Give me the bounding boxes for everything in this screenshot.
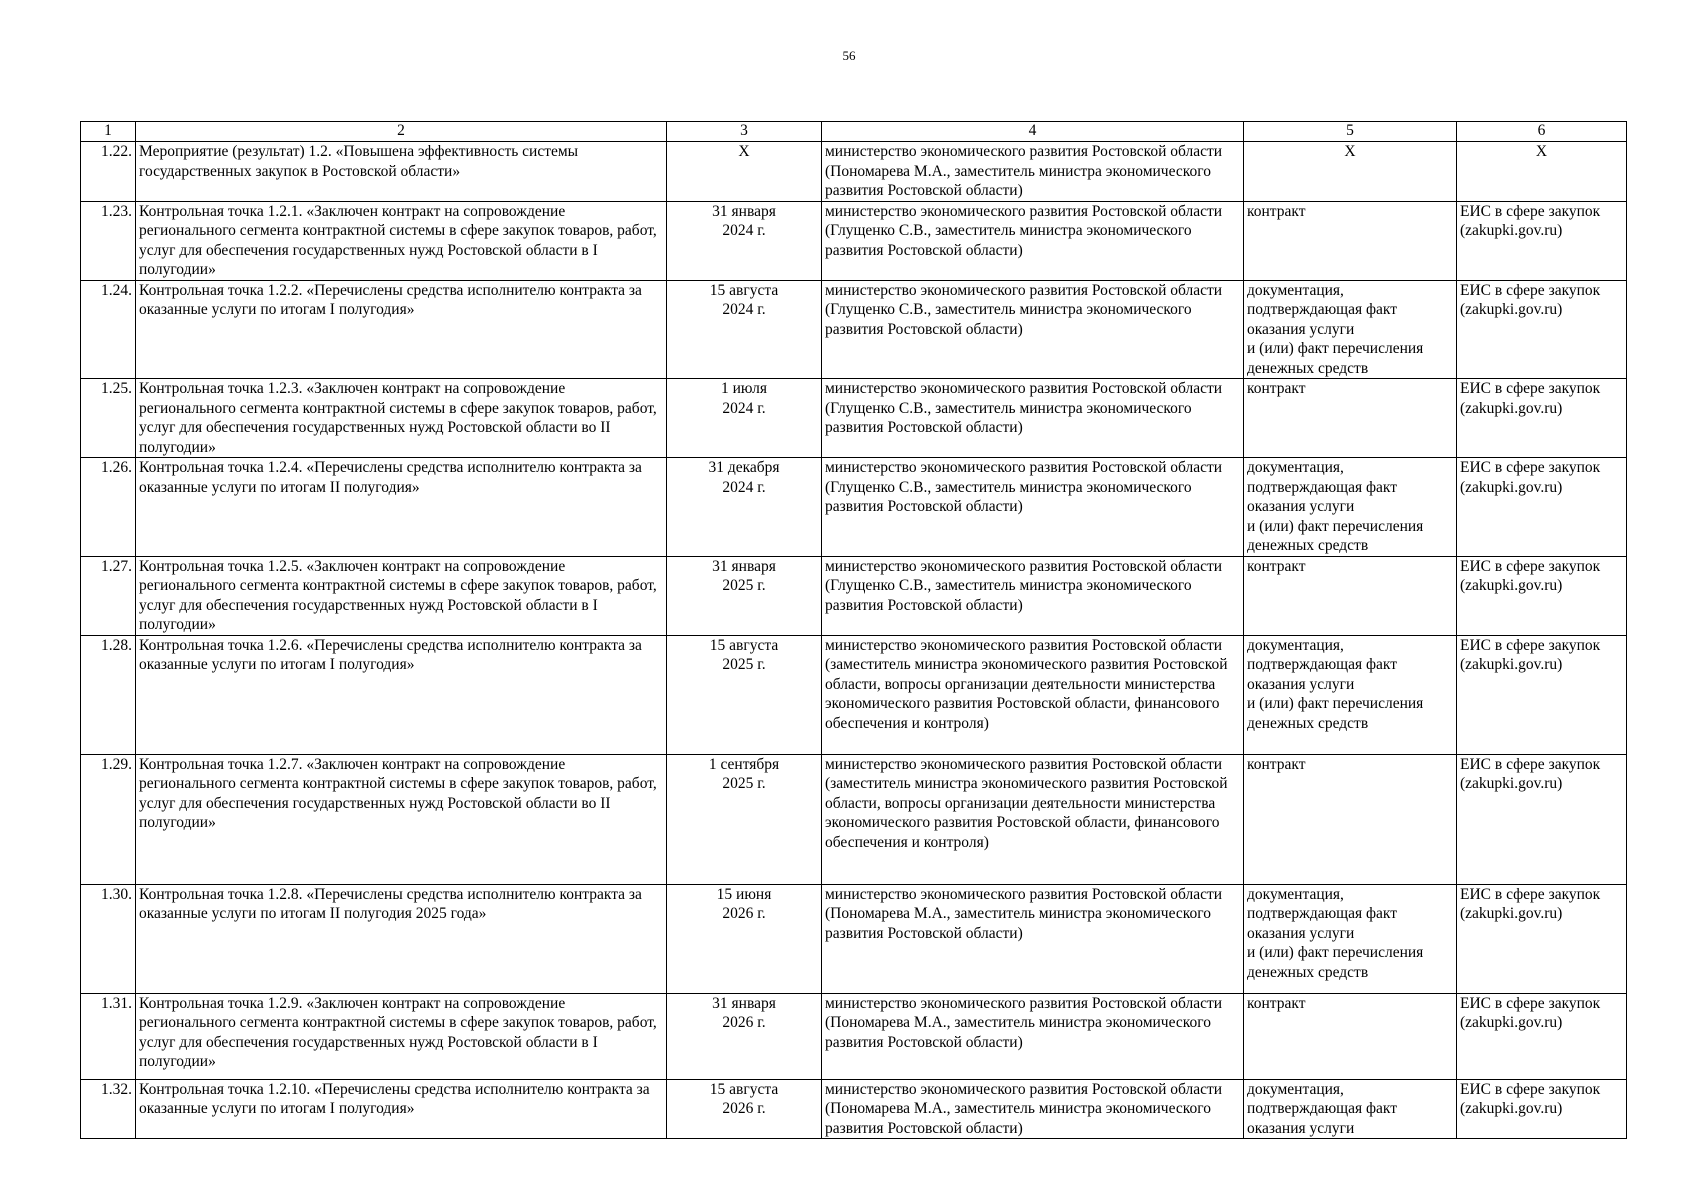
document-type: документация, подтверждающая факт оказания услуги: [1244, 1079, 1457, 1139]
event-name: Контрольная точка 1.2.2. «Перечислены средства исполнителю контракта за оказанные услуги по итогам I полугодия»: [136, 280, 667, 379]
event-name: Контрольная точка 1.2.1. «Заключен контракт на сопровождение регионального сегмента контрактной системы в сфере закупок товаров, работ, услуг для обеспечения государственных нужд Ростовской области в I полугодии»: [136, 201, 667, 280]
table-row: [81, 635, 1627, 754]
table-row: [81, 556, 1627, 635]
deadline-date: 31 января 2025 г.: [667, 556, 822, 635]
table-row: [81, 754, 1627, 884]
column-header: 6: [1457, 122, 1627, 142]
info-system: ЕИС в сфере закупок (zakupki.gov.ru): [1457, 280, 1627, 379]
info-system: ЕИС в сфере закупок (zakupki.gov.ru): [1457, 458, 1627, 557]
document-type: контракт: [1244, 379, 1457, 458]
responsible-executor: министерство экономического развития Ростовской области (Глущенко С.В., заместитель министра экономического развития Ростовской области): [822, 280, 1244, 379]
deadline-date: 15 июня 2026 г.: [667, 884, 822, 993]
responsible-executor: министерство экономического развития Ростовской области (заместитель министра экономического развития Ростовской области, вопросы организации деятельности министерства экономического развития Ростовской области, финансового обеспечения и контроля): [822, 754, 1244, 884]
info-system: ЕИС в сфере закупок (zakupki.gov.ru): [1457, 635, 1627, 754]
row-number: 1.30.: [81, 884, 136, 993]
row-number: 1.24.: [81, 280, 136, 379]
deadline-date: Х: [667, 142, 822, 202]
column-header: 5: [1244, 122, 1457, 142]
responsible-executor: министерство экономического развития Ростовской области (Пономарева М.А., заместитель министра экономического развития Ростовской области): [822, 993, 1244, 1079]
column-header: 3: [667, 122, 822, 142]
responsible-executor: министерство экономического развития Ростовской области (Пономарева М.А., заместитель министра экономического развития Ростовской области): [822, 1079, 1244, 1139]
document-type: Х: [1244, 142, 1457, 202]
info-system: ЕИС в сфере закупок (zakupki.gov.ru): [1457, 993, 1627, 1079]
row-number: 1.26.: [81, 458, 136, 557]
page-number: 56: [842, 48, 856, 63]
info-system: ЕИС в сфере закупок (zakupki.gov.ru): [1457, 754, 1627, 884]
table-header-row: [81, 122, 1627, 142]
responsible-executor: министерство экономического развития Ростовской области (Пономарева М.А., заместитель министра экономического развития Ростовской области): [822, 142, 1244, 202]
table-row: [81, 201, 1627, 280]
responsible-executor: министерство экономического развития Ростовской области (Глущенко С.В., заместитель министра экономического развития Ростовской области): [822, 458, 1244, 557]
event-name: Контрольная точка 1.2.6. «Перечислены средства исполнителю контракта за оказанные услуги по итогам I полугодия»: [136, 635, 667, 754]
row-number: 1.31.: [81, 993, 136, 1079]
document-type: документация, подтверждающая факт оказания услуги и (или) факт перечисления денежных средств: [1244, 458, 1457, 557]
table-row: [81, 142, 1627, 202]
document-type: документация, подтверждающая факт оказания услуги и (или) факт перечисления денежных средств: [1244, 635, 1457, 754]
info-system: ЕИС в сфере закупок (zakupki.gov.ru): [1457, 201, 1627, 280]
event-name: Контрольная точка 1.2.8. «Перечислены средства исполнителю контракта за оказанные услуги по итогам II полугодия 2025 года»: [136, 884, 667, 993]
event-name: Контрольная точка 1.2.3. «Заключен контракт на сопровождение регионального сегмента контрактной системы в сфере закупок товаров, работ, услуг для обеспечения государственных нужд Ростовской области во II полугодии»: [136, 379, 667, 458]
deadline-date: 1 июля 2024 г.: [667, 379, 822, 458]
deadline-date: 31 декабря 2024 г.: [667, 458, 822, 557]
column-header: 2: [136, 122, 667, 142]
responsible-executor: министерство экономического развития Ростовской области (Глущенко С.В., заместитель министра экономического развития Ростовской области): [822, 201, 1244, 280]
row-number: 1.23.: [81, 201, 136, 280]
row-number: 1.22.: [81, 142, 136, 202]
info-system: Х: [1457, 142, 1627, 202]
control-points-table: [80, 121, 1627, 1139]
info-system: ЕИС в сфере закупок (zakupki.gov.ru): [1457, 379, 1627, 458]
table-row: [81, 884, 1627, 993]
table-row: [81, 1079, 1627, 1139]
responsible-executor: министерство экономического развития Ростовской области (Пономарева М.А., заместитель министра экономического развития Ростовской области): [822, 884, 1244, 993]
info-system: ЕИС в сфере закупок (zakupki.gov.ru): [1457, 1079, 1627, 1139]
deadline-date: 15 августа 2024 г.: [667, 280, 822, 379]
table-row: [81, 993, 1627, 1079]
document-type: контракт: [1244, 201, 1457, 280]
info-system: ЕИС в сфере закупок (zakupki.gov.ru): [1457, 884, 1627, 993]
deadline-date: 15 августа 2025 г.: [667, 635, 822, 754]
deadline-date: 1 сентября 2025 г.: [667, 754, 822, 884]
document-type: документация, подтверждающая факт оказания услуги и (или) факт перечисления денежных средств: [1244, 884, 1457, 993]
column-header: 1: [81, 122, 136, 142]
document-type: контракт: [1244, 754, 1457, 884]
document-type: документация, подтверждающая факт оказания услуги и (или) факт перечисления денежных средств: [1244, 280, 1457, 379]
column-header: 4: [822, 122, 1244, 142]
event-name: Контрольная точка 1.2.7. «Заключен контракт на сопровождение регионального сегмента контрактной системы в сфере закупок товаров, работ, услуг для обеспечения государственных нужд Ростовской области во II полугодии»: [136, 754, 667, 884]
responsible-executor: министерство экономического развития Ростовской области (Глущенко С.В., заместитель министра экономического развития Ростовской области): [822, 379, 1244, 458]
row-number: 1.29.: [81, 754, 136, 884]
event-name: Контрольная точка 1.2.4. «Перечислены средства исполнителю контракта за оказанные услуги по итогам II полугодия»: [136, 458, 667, 557]
deadline-date: 15 августа 2026 г.: [667, 1079, 822, 1139]
deadline-date: 31 января 2024 г.: [667, 201, 822, 280]
row-number: 1.32.: [81, 1079, 136, 1139]
responsible-executor: министерство экономического развития Ростовской области (Глущенко С.В., заместитель министра экономического развития Ростовской области): [822, 556, 1244, 635]
table-row: [81, 280, 1627, 379]
document-type: контракт: [1244, 993, 1457, 1079]
row-number: 1.25.: [81, 379, 136, 458]
responsible-executor: министерство экономического развития Ростовской области (заместитель министра экономического развития Ростовской области, вопросы организации деятельности министерства экономического развития Ростовской области, финансового обеспечения и контроля): [822, 635, 1244, 754]
table-row: [81, 379, 1627, 458]
event-name: Контрольная точка 1.2.5. «Заключен контракт на сопровождение регионального сегмента контрактной системы в сфере закупок товаров, работ, услуг для обеспечения государственных нужд Ростовской области в I полугодии»: [136, 556, 667, 635]
event-name: Контрольная точка 1.2.10. «Перечислены средства исполнителю контракта за оказанные услуги по итогам I полугодия»: [136, 1079, 667, 1139]
table-row: [81, 458, 1627, 557]
document-type: контракт: [1244, 556, 1457, 635]
deadline-date: 31 января 2026 г.: [667, 993, 822, 1079]
row-number: 1.27.: [81, 556, 136, 635]
event-name: Контрольная точка 1.2.9. «Заключен контракт на сопровождение регионального сегмента контрактной системы в сфере закупок товаров, работ, услуг для обеспечения государственных нужд Ростовской области в I полугодии»: [136, 993, 667, 1079]
row-number: 1.28.: [81, 635, 136, 754]
info-system: ЕИС в сфере закупок (zakupki.gov.ru): [1457, 556, 1627, 635]
event-name: Мероприятие (результат) 1.2. «Повышена эффективность системы государственных закупок в Ростовской области»: [136, 142, 667, 202]
